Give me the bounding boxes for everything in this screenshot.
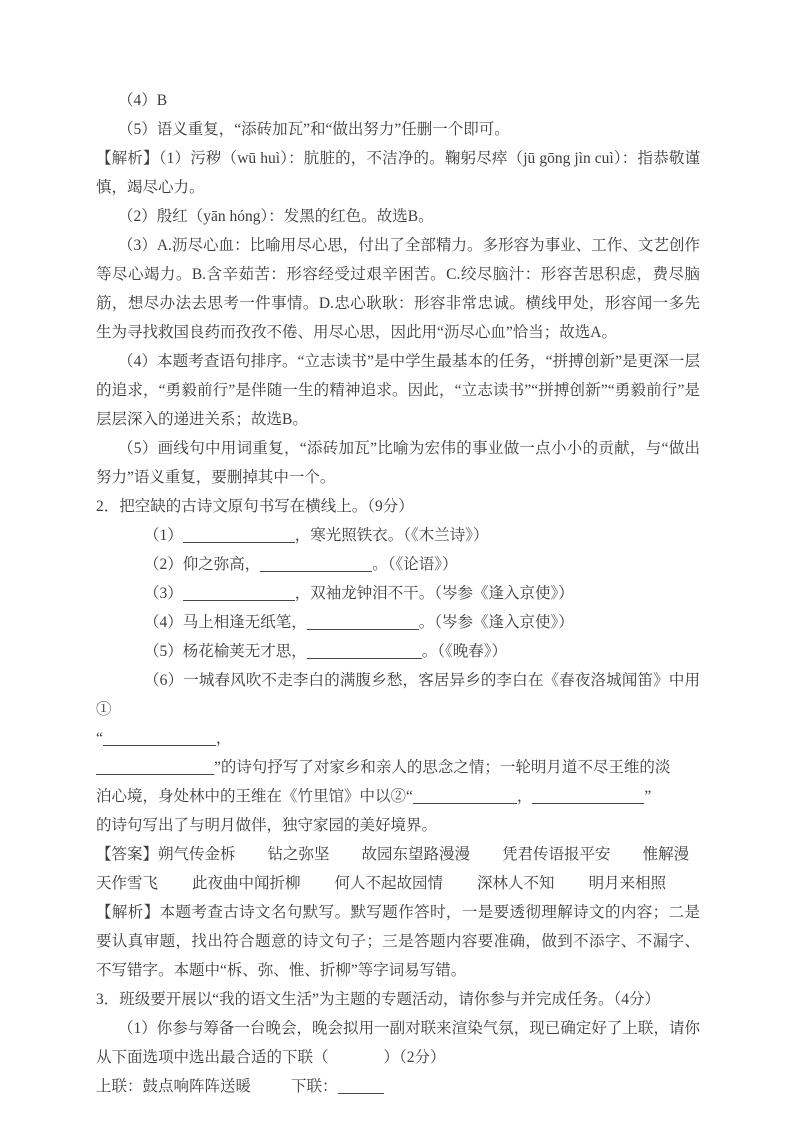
q1-analysis-p5: [96, 434, 700, 492]
spacer: [251, 1090, 291, 1091]
text-run: ，: [215, 730, 232, 747]
text-run: （2）仰之弥高，: [144, 556, 261, 573]
q2-item-2: [96, 550, 700, 579]
text-run: 凭君传语报平安: [502, 846, 611, 863]
text-run: 天作雪飞: [96, 875, 159, 892]
blank-underline: [183, 528, 295, 543]
text-run: 。（岑参《逢入京使》）: [418, 614, 574, 631]
text-run: （4）本题考查语句排序。“立志读书”是中学生最基本的任务，“拼搏创新”是更深一层的追求，“勇毅前行”是伴随一生的精神追求。因此，“立志读书”“拼搏创新”“勇毅前行”是层层深入的递进关系；故选B。: [96, 353, 700, 428]
text-run: 泊心境，身处林中的王维在《竹里馆》中以②“: [96, 788, 413, 805]
text-run: ，双袖龙钟泪不干。（岑参《逢入京使》）: [294, 585, 574, 602]
text-run: （5）杨花榆荚无才思，: [144, 643, 307, 660]
q2-item-6-line5: [96, 811, 700, 840]
blank-underline: [307, 615, 419, 630]
blank-underline: [96, 760, 214, 775]
q1-analysis-p2: [96, 202, 700, 231]
text-run: （6）一城春风吹不走李白的满腹乡愁，客居异乡的李白在《春夜洛城闻笛》中用①: [96, 672, 700, 718]
text-run: （5）画线句中用词重复，“添砖加瓦”比喻为宏伟的事业做一点小小的贡献，与“做出努力”语义重复，要删掉其中一个。: [96, 440, 700, 486]
text-run: ”: [644, 788, 652, 805]
blank-underline: [532, 789, 644, 804]
text-run: 的诗句写出了与明月做伴，独守家园的美好境界。: [96, 817, 438, 834]
text-run: （5）语义重复，“添砖加瓦”和“做出努力”任删一个即可。: [118, 121, 510, 138]
text-run: 。（《论语》）: [372, 556, 458, 573]
spacer: [329, 1061, 384, 1062]
q1-sub5-answer: [96, 115, 700, 144]
text-run: 2．把空缺的古诗文原句书写在横线上。（9分）: [96, 498, 414, 515]
text-run: （1）: [144, 527, 183, 544]
text-run: 钻之弥坚: [267, 846, 330, 863]
q3-couplet-line: [96, 1072, 700, 1101]
q1-analysis-p1: [96, 144, 700, 202]
q2-item-6-line3: [96, 753, 700, 782]
text-run: ，: [516, 788, 533, 805]
spacer: [301, 887, 335, 888]
text-run: 【解析】本题考查古诗文名句默写。默写题作答时，一是要透彻理解诗文的内容；二是要认真审题，找出符合题意的诗文句子；三是答题内容要准确，做到不添字、不漏字、不写错字。本题中“柝、弥、惟、折柳”等字词易写错。: [96, 904, 700, 979]
q2-item-5: [96, 637, 700, 666]
text-run: “: [96, 730, 103, 747]
blank-underline: [307, 644, 422, 659]
blank-underline: [103, 731, 216, 746]
q2-item-1: [96, 521, 700, 550]
text-run: （4）马上相逢无纸笔，: [144, 614, 307, 631]
text-run: 上联：鼓点响阵阵送暖: [96, 1078, 252, 1095]
document-body: [96, 86, 700, 1101]
spacer: [236, 858, 268, 859]
q2-item-6-line1: [96, 666, 700, 724]
blank-underline: [413, 789, 517, 804]
text-run: 深林人不知: [477, 875, 555, 892]
blank-underline: [183, 586, 295, 601]
q1-analysis-p3: [96, 231, 700, 347]
q2-item-4: [96, 608, 700, 637]
text-run: 。（《晚春》）: [421, 643, 508, 660]
text-run: 故园东望路漫漫: [361, 846, 471, 863]
text-run: 此夜曲中闻折柳: [192, 875, 301, 892]
q2-item-3: [96, 579, 700, 608]
q2-stem: [96, 492, 700, 521]
blank-underline: [260, 557, 372, 572]
text-run: ”的诗句抒写了对家乡和亲人的思念之情；一轮明月道不尽王维的淡: [214, 759, 671, 776]
q2-analysis: [96, 898, 700, 985]
text-run: 明月来相照: [588, 875, 667, 892]
q1-sub4-answer: [96, 86, 700, 115]
text-run: ，寒光照铁衣。（《木兰诗》）: [294, 527, 489, 544]
spacer: [470, 858, 502, 859]
text-run: 惟解漫: [642, 846, 690, 863]
spacer: [611, 858, 643, 859]
spacer: [158, 887, 192, 888]
text-run: 3．班级要开展以“我的语文生活”为主题的专题活动，请你参与并完成任务。（4分）: [96, 991, 661, 1008]
text-run: ）（2分）: [383, 1049, 446, 1066]
text-run: 下联：: [291, 1078, 338, 1095]
blank-underline: [338, 1079, 384, 1094]
q1-analysis-p4: [96, 347, 700, 434]
spacer: [330, 858, 362, 859]
text-run: 【答案】朔气传金柝: [96, 846, 236, 863]
q3-stem: [96, 985, 700, 1014]
text-run: 【解析】（1）污秽（wū huì）：肮脏的，不洁净的。鞠躬尽瘁（jū gōng jìn cuì）：指恭敬谨慎，竭尽心力。: [96, 150, 700, 196]
q2-item-6-line2: [96, 724, 700, 753]
text-run: （2）殷红（yān hóng）：发黑的红色。故选B。: [118, 208, 434, 225]
q3-sub1-stem: [96, 1014, 700, 1072]
q2-answer-line2: [96, 869, 700, 898]
q2-answer-line1: [96, 840, 700, 869]
spacer: [443, 887, 477, 888]
text-run: （4）B: [118, 92, 168, 109]
text-run: （3）: [144, 585, 183, 602]
text-run: （3）A.沥尽心血：比喻用尽心思，付出了全部精力。多形容为事业、工作、文艺创作等尽心竭力。B.含辛茹苦：形容经受过艰辛困苦。C.绞尽脑汁：形容苦思积虑，费尽脑筋，想尽办法去思考一件事情。D.忠心耿耿：形容非常忠诚。横线甲处，形容闻一多先生为寻找救国良药而孜孜不倦、用尽心思，因此用“沥尽心血”恰当；故选A。: [96, 237, 700, 341]
q2-item-6-line4: [96, 782, 700, 811]
text-run: 何人不起故园情: [334, 875, 444, 892]
text-run: （1）你参与筹备一台晚会，晚会拟用一副对联来渲染气氛，现已确定好了上联，请你从下面选项中选出最合适的下联（: [96, 1020, 700, 1066]
spacer: [555, 887, 589, 888]
